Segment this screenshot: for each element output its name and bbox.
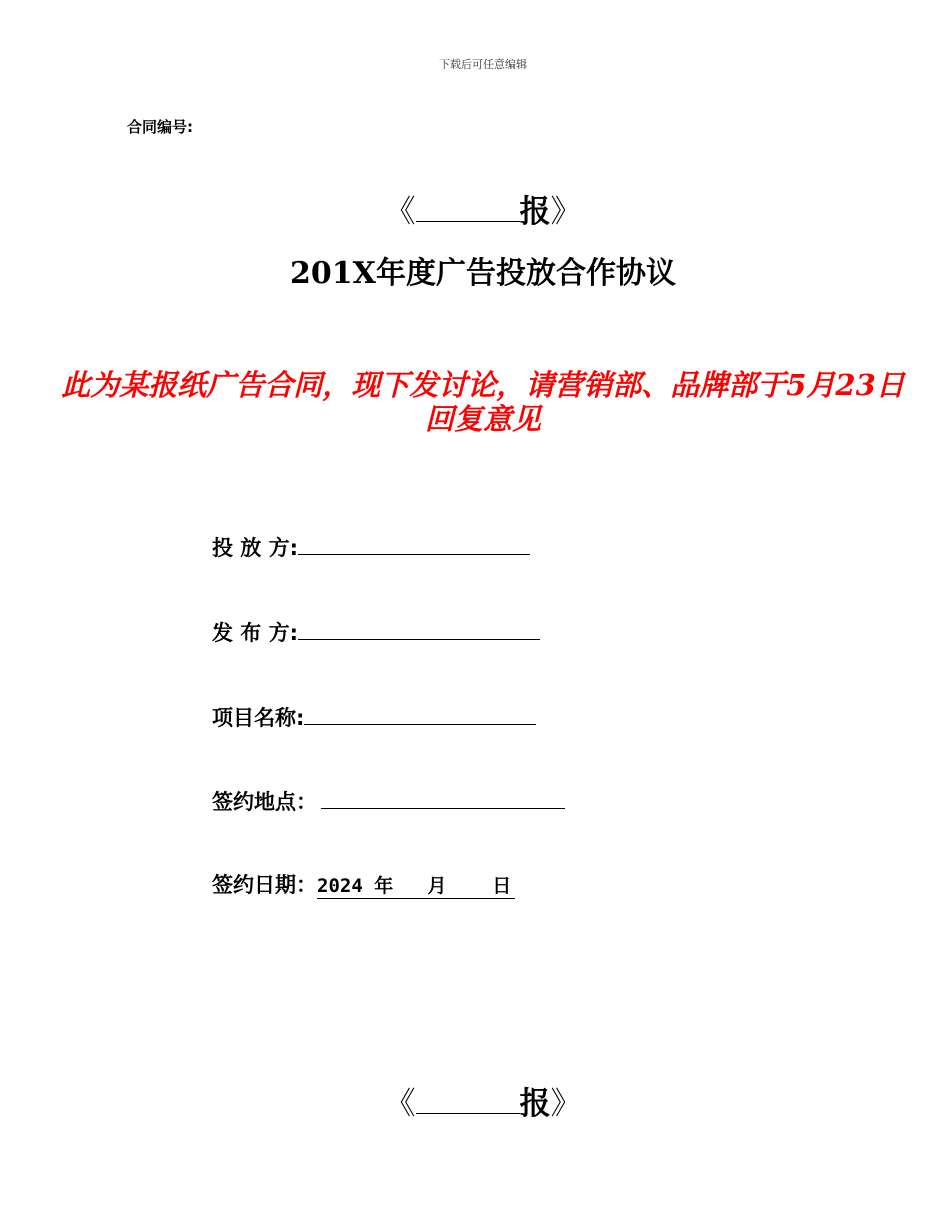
agreement-title: 201X年度广告投放合作协议 xyxy=(290,256,676,291)
newspaper-title-top xyxy=(0,186,950,231)
title-open-bracket: 《 xyxy=(384,194,416,230)
newspaper-name-suffix: 报 xyxy=(519,194,551,230)
advertiser-field xyxy=(212,532,530,562)
newspaper-name-suffix: 报 xyxy=(519,1086,551,1122)
signing-place-field xyxy=(212,786,565,816)
title-open-bracket: 《 xyxy=(384,1086,416,1122)
title-close-bracket: 》 xyxy=(550,1086,582,1122)
signing-place-blank-line[interactable] xyxy=(321,786,565,809)
advertiser-blank-line[interactable] xyxy=(298,532,530,555)
advertiser-label: 投 放 方: xyxy=(212,536,299,560)
project-name-blank-line[interactable] xyxy=(304,702,536,725)
project-name-label: 项目名称: xyxy=(212,706,305,730)
newspaper-name-blank xyxy=(416,197,520,222)
red-notice-text: 此为某报纸广告合同，现下发讨论，请营销部、品牌部于5月23日回复意见 xyxy=(61,368,905,436)
title-close-bracket: 》 xyxy=(550,194,582,230)
signing-date-value[interactable]: 2024 年 月 日 xyxy=(317,871,515,899)
project-name-field xyxy=(212,702,536,732)
signing-date-label: 签约日期： xyxy=(212,873,317,897)
publisher-field xyxy=(212,617,540,647)
publisher-blank-line[interactable] xyxy=(298,617,540,640)
signing-date-field xyxy=(212,869,515,899)
contract-number-label: 合同编号: xyxy=(127,118,193,136)
newspaper-title-bottom xyxy=(0,1078,950,1123)
page-header-note: 下载后可任意编辑 xyxy=(439,58,527,71)
publisher-label: 发 布 方: xyxy=(212,621,299,645)
signing-place-label: 签约地点： xyxy=(212,790,317,814)
newspaper-name-blank xyxy=(416,1089,520,1114)
